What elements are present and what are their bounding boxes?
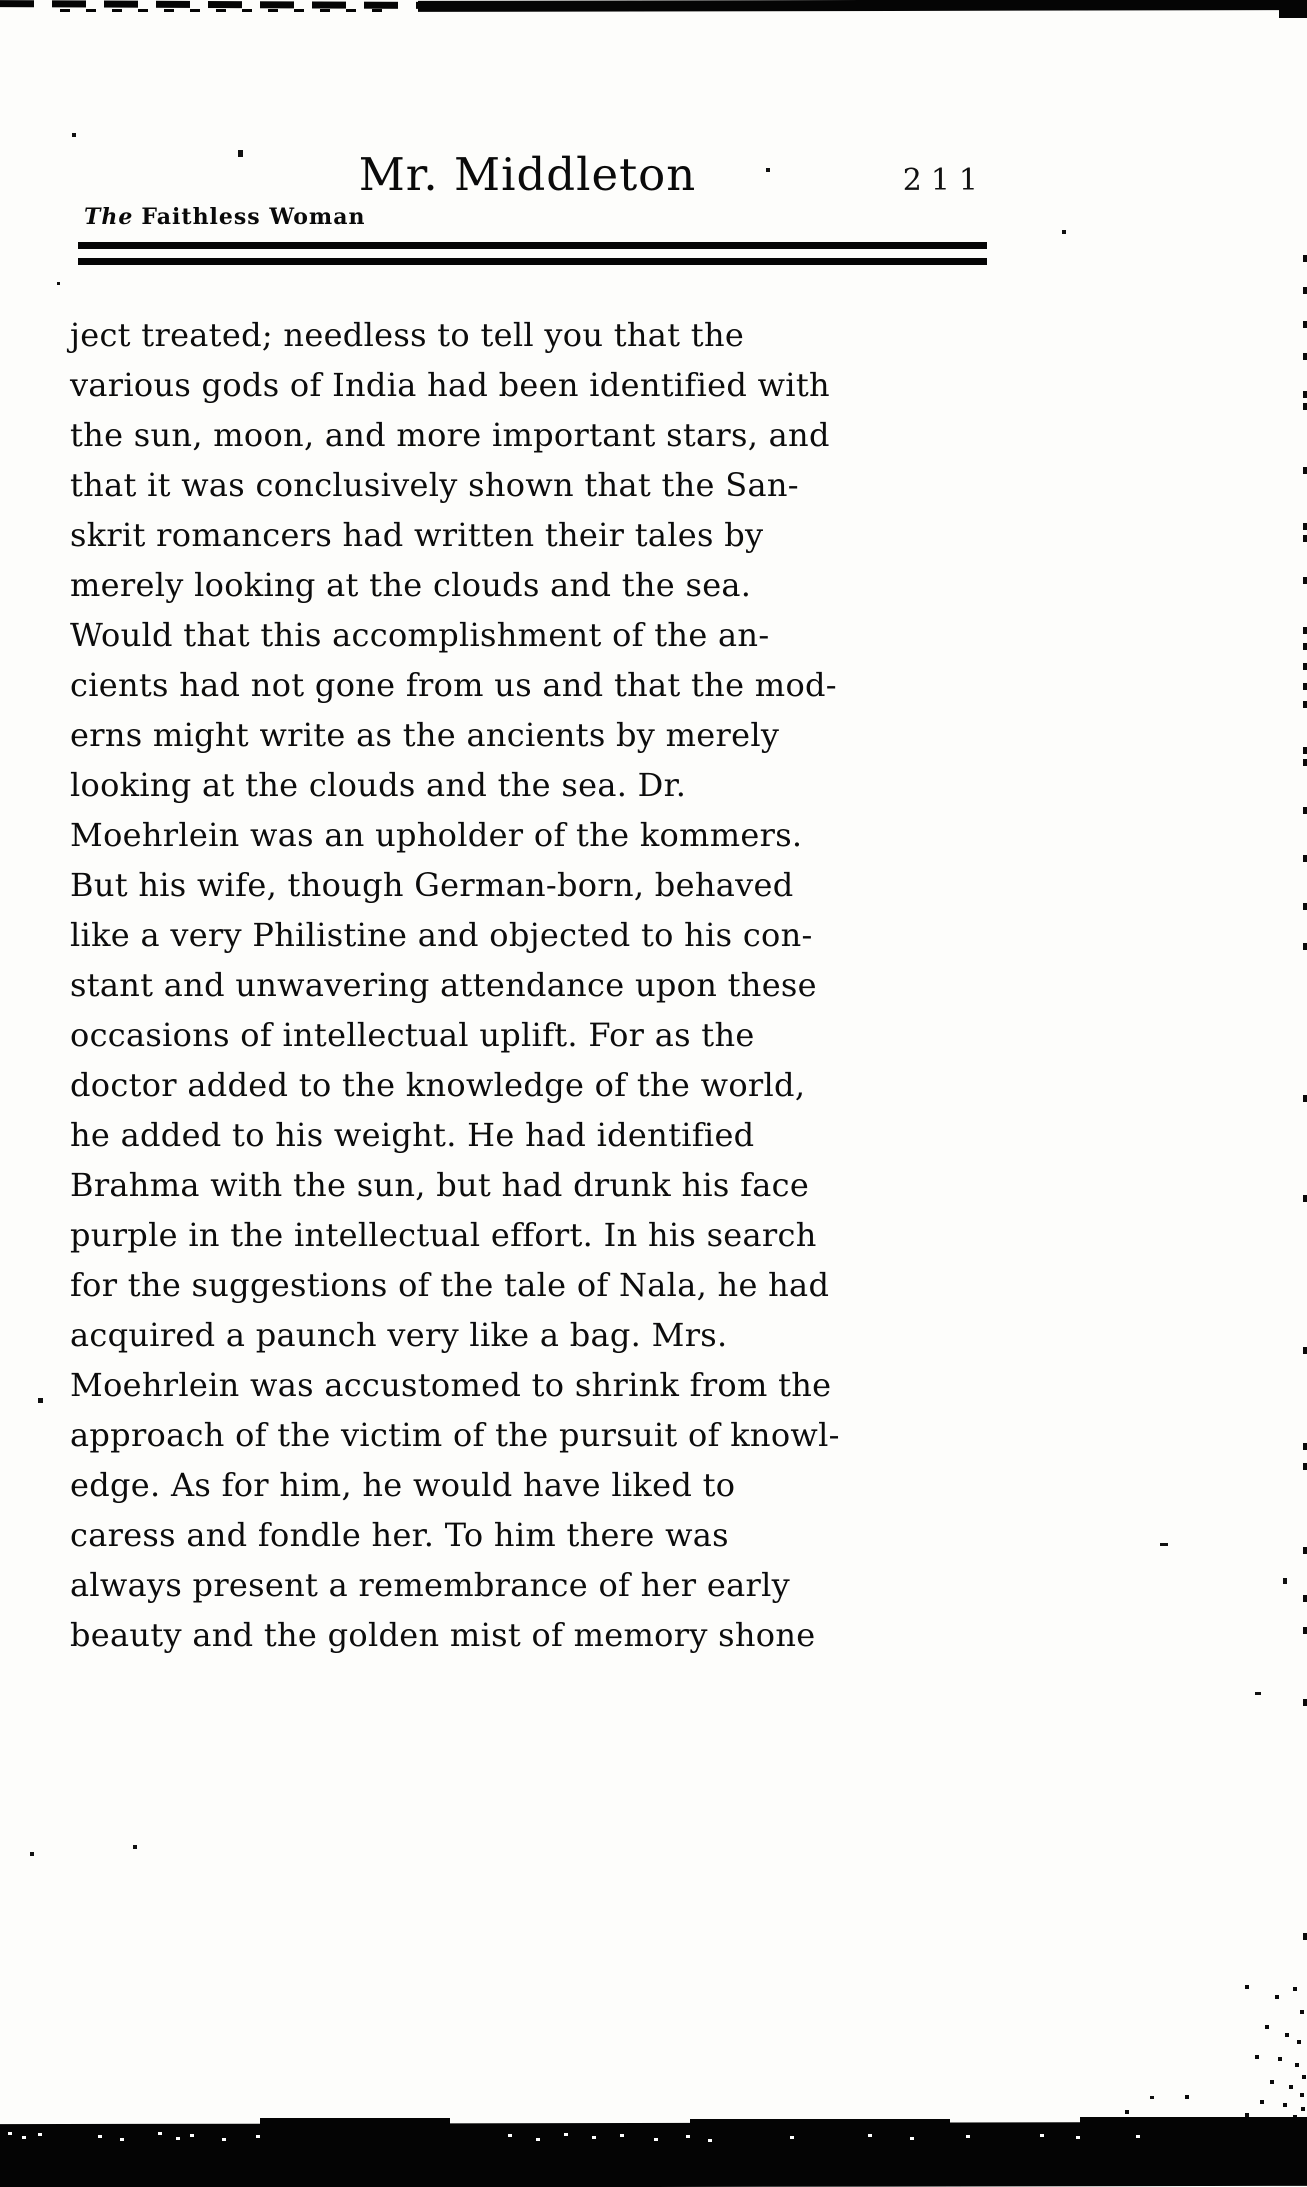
scan-speck: [1150, 2096, 1154, 2099]
page-title: Mr. Middleton: [358, 148, 697, 201]
body-text-line: edge. As for him, he would have liked to: [70, 1466, 736, 1504]
scan-speck: [72, 133, 76, 137]
page-number: 211: [902, 163, 987, 198]
running-head-italic: The: [84, 204, 134, 230]
scan-speck: [1062, 230, 1066, 234]
running-head: [84, 204, 365, 230]
body-text-line: looking at the clouds and the sea. Dr.: [70, 766, 687, 804]
body-text-line: Moehrlein was an upholder of the kommers.: [70, 816, 803, 854]
scan-speck: [38, 1398, 43, 1403]
body-text-line: Brahma with the sun, but had drunk his face: [70, 1166, 810, 1204]
scan-speck: [30, 1852, 34, 1856]
body-text-line: Would that this accomplishment of the an-: [70, 616, 770, 654]
body-text-line: ject treated; needless to tell you that the: [70, 316, 745, 354]
body-text-line: acquired a paunch very like a bag. Mrs.: [70, 1316, 728, 1354]
body-text-line: beauty and the golden mist of memory shone: [70, 1616, 816, 1654]
scan-speck: [57, 282, 60, 285]
running-head-rest: Faithless Woman: [141, 204, 366, 230]
scan-artifact-bottom-band: [0, 2122, 1307, 2187]
body-text-line: erns might write as the ancients by merely: [70, 716, 780, 754]
body-text-line: approach of the victim of the pursuit of knowl-: [70, 1416, 840, 1454]
body-text-line: the sun, moon, and more important stars, and: [70, 416, 830, 454]
body-text-line: caress and fondle her. To him there was: [70, 1516, 729, 1554]
body-text-line: stant and unwavering attendance upon these: [70, 966, 817, 1004]
body-text-line: for the suggestions of the tale of Nala, he had: [70, 1266, 830, 1304]
body-text-line: doctor added to the knowledge of the world,: [70, 1066, 806, 1104]
header-rule-top: [78, 242, 987, 249]
body-text-line: occasions of intellectual uplift. For as the: [70, 1016, 755, 1054]
scan-noise-bottom-right: [1245, 1985, 1249, 1989]
body-text-line: skrit romancers had written their tales by: [70, 516, 764, 554]
body-text-line: that it was conclusively shown that the San-: [70, 466, 799, 504]
body-text-line: cients had not gone from us and that the mod-: [70, 666, 837, 704]
scan-artifact-top-band-hook: [1279, 7, 1307, 18]
scan-speck: [133, 1845, 137, 1849]
scan-artifact-top-dashes: [0, 0, 420, 9]
body-text-line: always present a remembrance of her early: [70, 1566, 791, 1604]
scan-noise-right-edge: [1303, 255, 1307, 262]
body-text-block: [70, 310, 985, 1660]
scan-speck: [766, 168, 770, 172]
header-rule-bottom: [78, 258, 987, 265]
scan-speck: [1160, 1543, 1168, 1546]
scan-speck: [1283, 1578, 1287, 1584]
body-text-line: like a very Philistine and objected to his con-: [70, 916, 813, 954]
scan-artifact-bottom-speckle: [8, 2132, 12, 2135]
body-text-line: various gods of India had been identified with: [70, 366, 830, 404]
scan-artifact-top-band: [418, 0, 1307, 12]
body-text-line: But his wife, though German-born, behaved: [70, 866, 794, 904]
body-text-line: merely looking at the clouds and the sea.: [70, 566, 752, 604]
scan-speck: [1255, 1692, 1261, 1695]
body-text-line: Moehrlein was accustomed to shrink from the: [70, 1366, 832, 1404]
scan-artifact-top-dashes-2: [60, 9, 390, 12]
body-text-line: he added to his weight. He had identified: [70, 1116, 755, 1154]
scan-speck: [238, 150, 243, 157]
body-text-line: purple in the intellectual effort. In his search: [70, 1216, 817, 1254]
